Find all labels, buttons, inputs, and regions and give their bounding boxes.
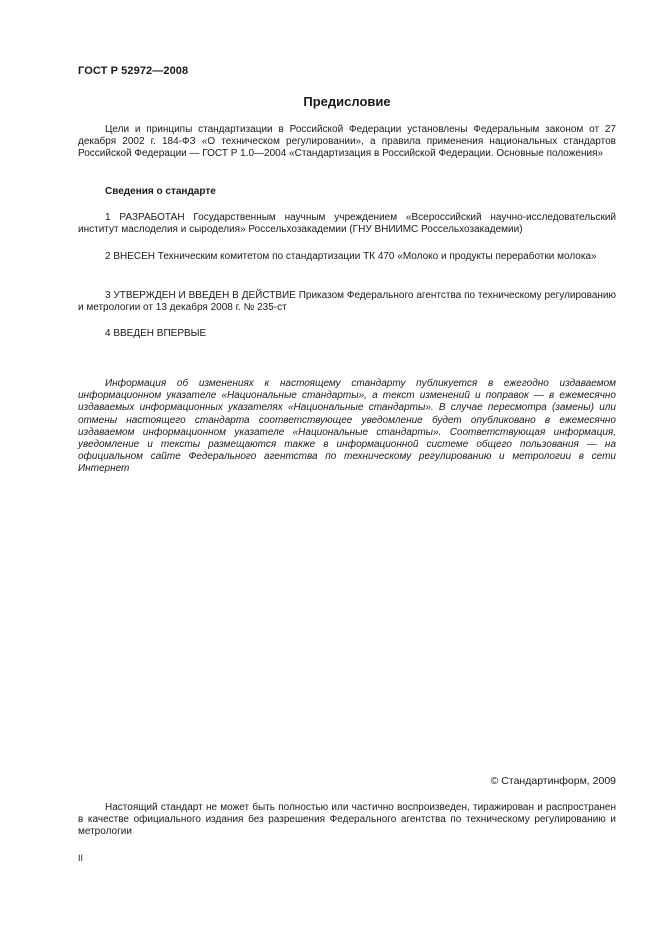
document-code-header: ГОСТ Р 52972—2008 [78, 65, 189, 77]
item-developed: 1 РАЗРАБОТАН Государственным научным учреждением «Всероссийский научно-исследовательский институт маслоделия и сыроделия» Россельхозакадемии (ГНУ ВНИИМС Россельхозакадемии) [78, 212, 616, 236]
item-introduced: 4 ВВЕДЕН ВПЕРВЫЕ [105, 328, 207, 339]
page-title: Предисловие [303, 94, 391, 109]
about-standard-heading: Сведения о стандарте [105, 186, 216, 197]
page-number: II [78, 853, 84, 863]
item-submitted: 2 ВНЕСЕН Техническим комитетом по стандартизации ТК 470 «Молоко и продукты переработки молока» [105, 251, 597, 262]
intro-paragraph: Цели и принципы стандартизации в Российской Федерации установлены Федеральным законом от 27 декабря 2002 г. 184-ФЗ «О техническом регулировании», а правила применения национальных стандартов Российской Федерации — ГОСТ Р 1.0—2004 «Стандартизация в Российской Федерации. Основные положения» [78, 124, 616, 160]
reproduction-notice: Настоящий стандарт не может быть полностью или частично воспроизведен, тиражирован и распространен в качестве официального издания без разрешения Федерального агентства по техническому регулированию и метрологии [78, 802, 616, 838]
changes-info-paragraph: Информация об изменениях к настоящему стандарту публикуется в ежегодно издаваемом информационном указателе «Национальные стандарты», а текст изменений и поправок — в ежемесячно издаваемых информационных указателях «Национальные стандарты». В случае пересмотра (замены) или отмены настоящего стандарта соответствующее уведомление будет опубликовано в ежемесячно издаваемом информационном указателе «Национальные стандарты». Соответствующая информация, уведомление и тексты размещаются также в информационной системе общего пользования — на официальном сайте Федерального агентства по техническому регулированию и метрологии в сети Интернет [78, 378, 616, 475]
item-approved: 3 УТВЕРЖДЕН И ВВЕДЕН В ДЕЙСТВИЕ Приказом Федерального агентства по техническому регулированию и метрологии от 13 декабря 2008 г. № 235-ст [78, 290, 616, 314]
copyright-notice: © Стандартинформ, 2009 [490, 775, 616, 787]
